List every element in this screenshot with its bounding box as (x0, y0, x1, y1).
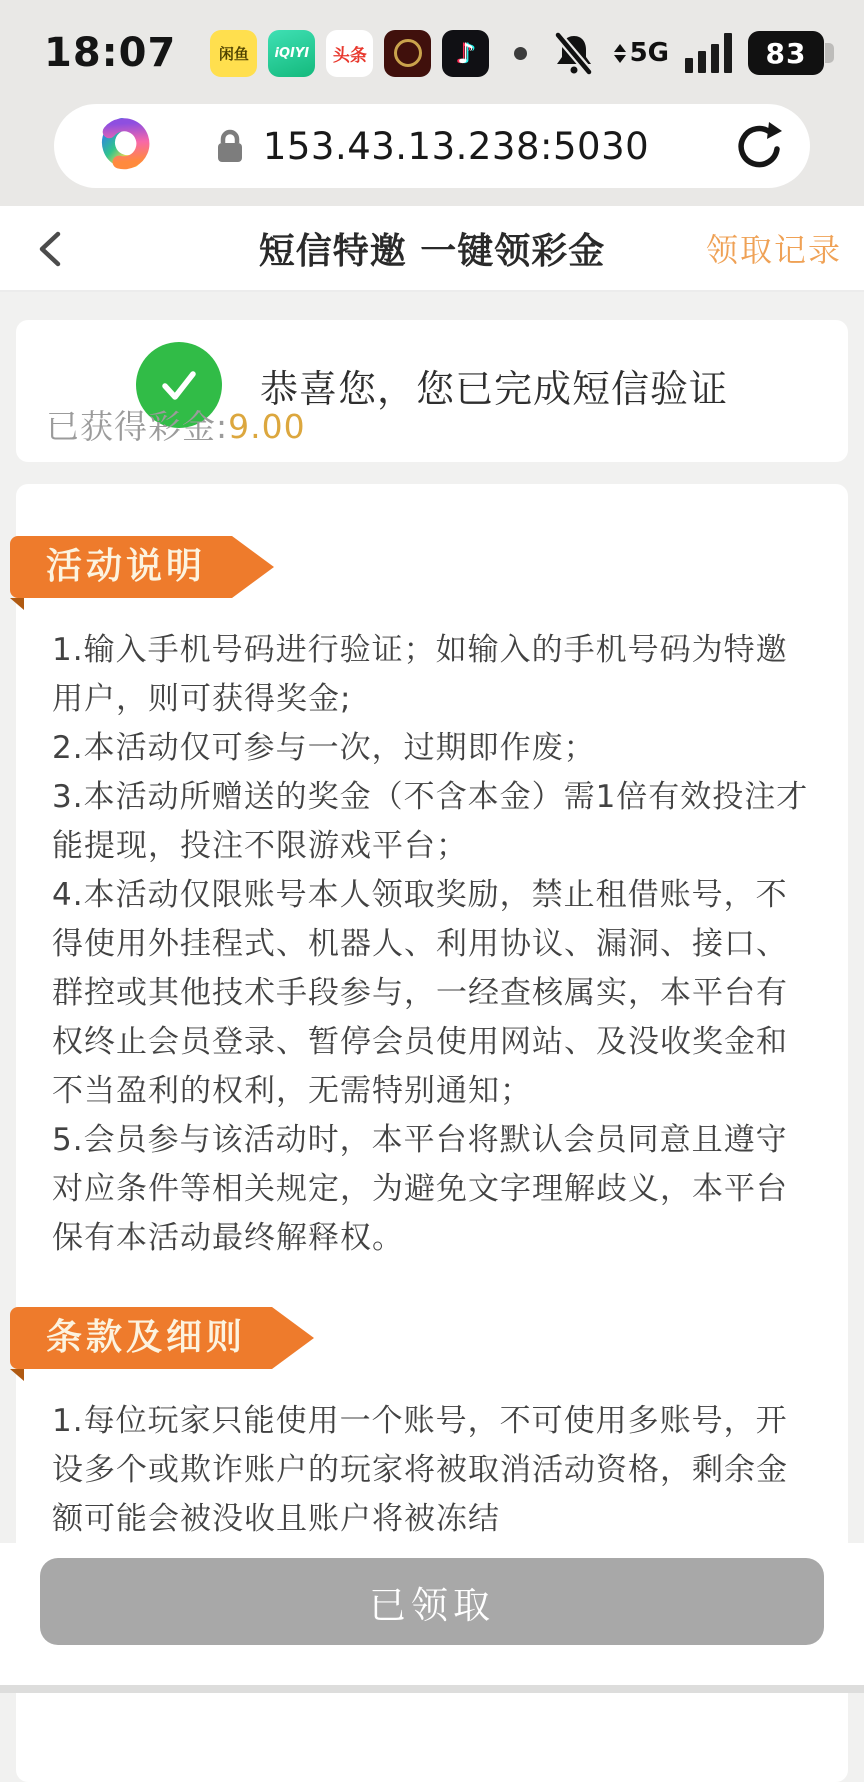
verification-message: 恭喜您，您已完成短信验证 (259, 366, 728, 411)
more-notifications-dot (514, 47, 527, 60)
activity-rule: 5.会员参与该活动时，本平台将默认会员同意且遵守对应条件等相关规定，为避免文字理解歧义，本平台保有本活动最终解释权。 (52, 1122, 788, 1256)
terms-rule: 1.每位玩家只能使用一个账号，不可使用多账号，开设多个或欺诈账户的玩家将被取消活动资格，剩余金额可能会被没收且账户将被冻结 (52, 1403, 788, 1537)
xianyu-app-label: 闲鱼 (218, 44, 249, 63)
bonus-label: 已获得彩金: (46, 407, 229, 446)
claim-button[interactable]: 已领取 (40, 1558, 824, 1645)
claim-history-link[interactable]: 领取记录 (705, 231, 842, 269)
address-bar[interactable] (54, 104, 810, 188)
page-header (0, 206, 864, 292)
battery-nub (825, 43, 834, 63)
back-button[interactable] (26, 224, 76, 274)
battery-indicator (748, 31, 834, 75)
reload-icon[interactable] (732, 120, 784, 172)
badge-app-icon (384, 30, 431, 77)
activity-rule: 2.本活动仅可参与一次，过期即作废； (52, 730, 596, 766)
bell-muted-icon (550, 29, 598, 77)
lock-icon (215, 128, 245, 164)
activity-rules (52, 626, 812, 1263)
toutiao-app-label: 头条 (332, 45, 367, 66)
verification-result-card (16, 320, 848, 462)
signal-bars-icon (685, 33, 732, 73)
page-title: 短信特邀 一键领彩金 (258, 230, 606, 272)
iqiyi-app-label: iQIYI (274, 45, 310, 61)
activity-rule: 4.本活动仅限账号本人领取奖励，禁止租借账号，不得使用外挂程式、机器人、利用协议、漏洞、接口、群控或其他技术手段参与，一经查核属实，本平台有权终止会员登录、暂停会员使用网站、及没收奖金和不当盈利的权利，无需特别通知； (52, 877, 788, 1109)
network-indicator (614, 38, 669, 68)
activity-rule: 3.本活动所赠送的奖金（不含本金）需1倍有效投注才能提现，投注不限游戏平台； (52, 779, 809, 864)
xianyu-app-icon (210, 30, 257, 77)
battery-percent: 83 (748, 31, 824, 75)
clock: 18:07 (44, 30, 177, 76)
status-bar (0, 0, 864, 96)
data-arrows-icon (614, 44, 626, 63)
douyin-app-icon (442, 30, 489, 77)
url-text[interactable]: 153.43.13.238:5030 (262, 124, 650, 168)
terms-section-ribbon: 条款及细则 (10, 1307, 272, 1369)
status-bar-right (550, 29, 834, 77)
notification-app-icons (210, 30, 527, 77)
copilot-logo-icon (84, 113, 150, 179)
douyin-app-label: ♪ (456, 36, 475, 70)
iqiyi-app-icon (268, 30, 315, 77)
browser-toolbar (0, 96, 864, 206)
toutiao-app-icon (326, 30, 373, 77)
activity-rule: 1.输入手机号码进行验证；如输入的手机号码为特邀用户，则可获得奖金; (52, 632, 788, 717)
badge-ring (394, 39, 422, 67)
bottom-action-bar (0, 1543, 864, 1685)
bonus-amount: 9.00 (228, 407, 306, 446)
home-indicator-strip (0, 1685, 864, 1693)
activity-section-ribbon: 活动说明 (10, 536, 232, 598)
url-display (54, 125, 810, 168)
network-type-label: 5G (629, 38, 669, 68)
bonus-line (46, 401, 306, 448)
